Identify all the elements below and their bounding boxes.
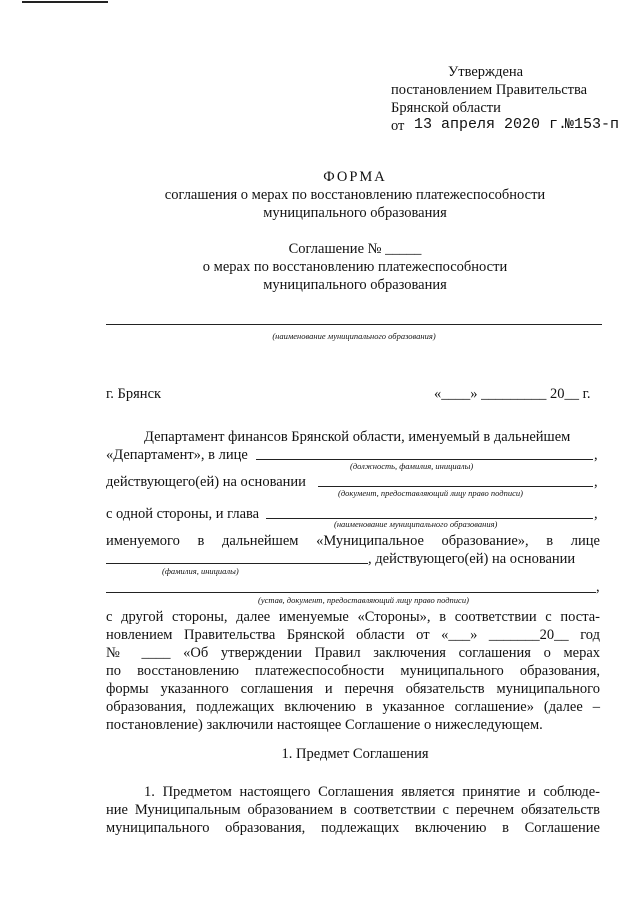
charter-line [106, 592, 596, 593]
p2-line: новлением Правительства Брянской области от «___» _______20__ год [106, 627, 600, 643]
caption-document: (документ, предоставляющий лицу право подписи) [338, 488, 523, 498]
p1-line-6: , действующего(ей) на основании [368, 551, 576, 567]
document-line [318, 486, 593, 487]
caption-municipality: (наименование муниципального образования) [334, 519, 498, 529]
name-line [106, 563, 368, 564]
p1-line-5-word: именуемого [106, 533, 180, 549]
p2-line: № ____ «Об утверждении Правил заключения соглашения о мерах [106, 645, 600, 661]
section-1-line: муниципального образования, подлежащих включению в Соглашение [106, 820, 600, 836]
approval-line-2: постановлением Правительства [391, 82, 588, 98]
p2-line: формы указанного соглашения и перечня обязательств муниципального [106, 681, 600, 697]
approval-line-3: Брянской области [391, 100, 501, 116]
comma-3: , [594, 506, 598, 522]
agreement-title-line-3: муниципального образования [263, 277, 447, 293]
position-line [256, 459, 593, 460]
section-1-line: ние Муниципальным образованием в соответствии с перечнем обязательств [106, 802, 600, 818]
p2-line: по восстановлению платежеспособности муниципального образования, [106, 663, 600, 679]
p1-line-5-word: образование», [441, 533, 529, 549]
p1-line-5-word: лице [570, 533, 600, 549]
caption-name: (фамилия, инициалы) [162, 566, 239, 576]
approval-number: №153-п [565, 116, 620, 133]
date-blank: «____» _________ 20__ г. [434, 386, 591, 402]
p1-line-3: действующего(ей) на основании [106, 474, 306, 490]
p1-line-4: с одной стороны, и глава [106, 506, 260, 522]
approval-date: 13 апреля 2020 г. [414, 116, 568, 133]
p1-line-5 [106, 532, 600, 550]
p1-line-5-word: в [546, 533, 554, 549]
section-1-line: 1. Предметом настоящего Соглашения является принятие и соблюде- [144, 784, 600, 800]
comma-1: , [594, 447, 598, 463]
agreement-number: Соглашение № _____ [288, 241, 422, 257]
p1-line-5-word: «Муниципальное [316, 533, 424, 549]
agreement-title-line-2: о мерах по восстановлению платежеспособности [202, 259, 508, 275]
p1-line-2: «Департамент», в лице [106, 447, 248, 463]
municipality-name-line [106, 324, 602, 325]
top-edge-mark [22, 1, 108, 3]
caption-charter: (устав, документ, предоставляющий лицу право подписи) [258, 595, 469, 605]
caption-position: (должность, фамилия, инициалы) [350, 461, 474, 471]
p1-line-1: Департамент финансов Брянской области, именуемый в дальнейшем [144, 429, 571, 445]
p1-line-5-word: дальнейшем [221, 533, 299, 549]
p2-last-line: постановление) заключили настоящее Соглашение о нижеследующем. [106, 717, 543, 733]
approval-from-label: от [391, 118, 405, 134]
p2-line: образования, подлежащих включению в указанное соглашение» (далее – [106, 699, 600, 715]
p1-line-5-word: в [197, 533, 205, 549]
form-title-line-1: соглашения о мерах по восстановлению платежеспособности [164, 187, 546, 203]
comma-4: , [596, 579, 600, 595]
approval-line-1: Утверждена [448, 64, 524, 80]
municipality-caption: (наименование муниципального образования) [272, 331, 436, 341]
section-1-title: 1. Предмет Соглашения [281, 746, 429, 762]
form-title-line-2: муниципального образования [263, 205, 447, 221]
comma-2: , [594, 474, 598, 490]
p2-line: с другой стороны, далее именуемые «Стороны», в соответствии с поста- [106, 609, 600, 625]
city: г. Брянск [106, 386, 162, 402]
form-heading: ФОРМА [323, 169, 387, 185]
